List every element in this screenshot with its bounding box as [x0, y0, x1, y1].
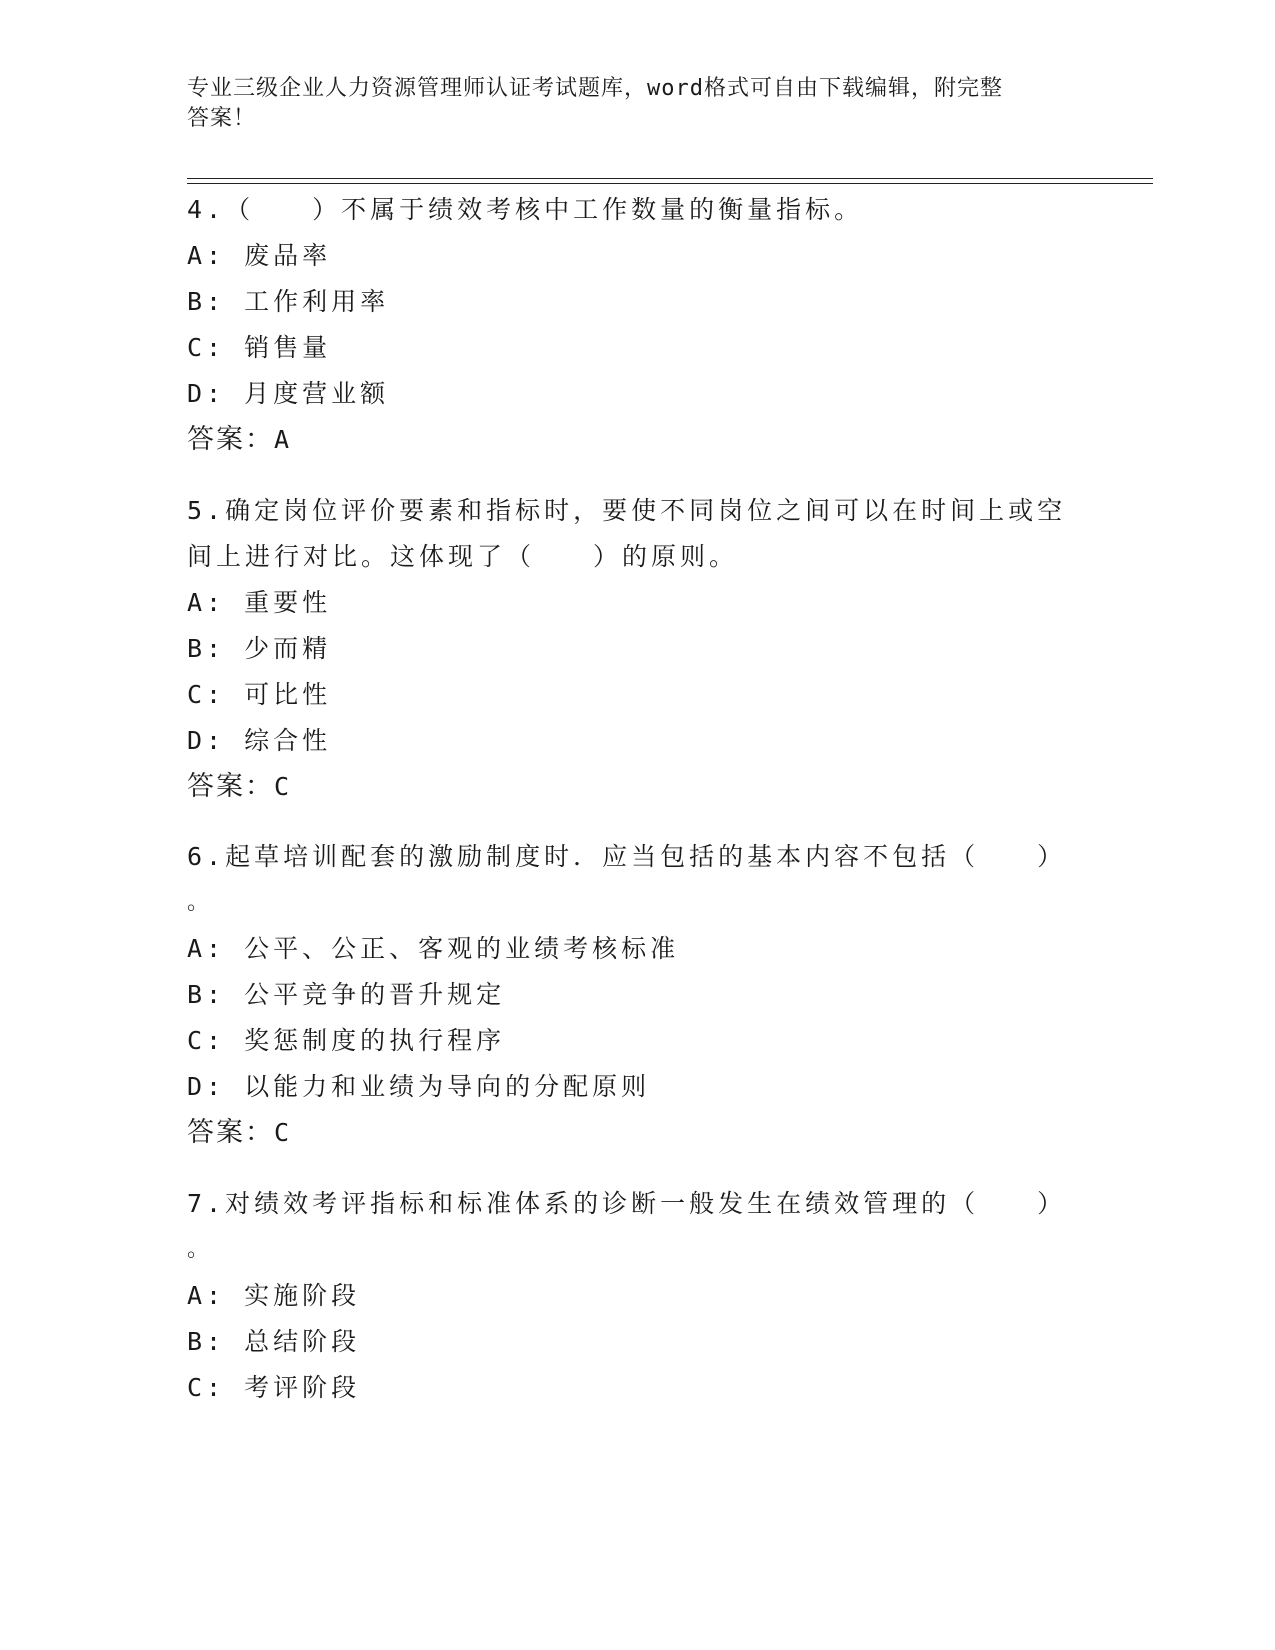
option-c: C: 奖惩制度的执行程序: [187, 1026, 506, 1055]
question-stem-line-2: 间上进行对比。这体现了（ ）的原则。: [187, 542, 739, 571]
answer-label: 答案：: [187, 1117, 274, 1148]
option-b: B: 总结阶段: [187, 1327, 361, 1356]
option-c: C: 销售量: [187, 333, 332, 362]
option-b: B: 公平竞争的晋升规定: [187, 980, 506, 1009]
option-a: A: 废品率: [187, 241, 332, 270]
question-6: [187, 834, 1067, 1156]
answer-value: C: [274, 1118, 292, 1147]
document-header: [187, 74, 1067, 134]
option-c: C: 可比性: [187, 680, 332, 709]
header-line-1: 专业三级企业人力资源管理师认证考试题库，word格式可自由下载编辑，附完整: [187, 76, 1003, 101]
question-stem-line-1: 7.对绩效考评指标和标准体系的诊断一般发生在绩效管理的（ ）: [187, 1189, 1067, 1218]
option-b: B: 少而精: [187, 634, 332, 663]
answer-label: 答案：: [187, 771, 274, 802]
header-divider-top: [187, 178, 1153, 179]
option-d: D: 以能力和业绩为导向的分配原则: [187, 1072, 651, 1101]
question-stem-line-2: 。: [187, 1237, 214, 1262]
option-a: A: 重要性: [187, 588, 332, 617]
answer-value: C: [274, 772, 292, 801]
question-7: [187, 1181, 1067, 1411]
question-stem: 4.（ ）不属于绩效考核中工作数量的衡量指标。: [187, 195, 864, 224]
option-a: A: 公平、公正、客观的业绩考核标准: [187, 934, 680, 963]
answer-value: A: [274, 425, 292, 454]
header-divider-bottom: [187, 183, 1153, 184]
answer-line: [187, 764, 1067, 810]
question-stem-line-2: 。: [187, 890, 214, 915]
question-4: [187, 187, 1067, 463]
option-c: C: 考评阶段: [187, 1373, 361, 1402]
answer-line: [187, 1110, 1067, 1156]
question-5: [187, 488, 1067, 810]
question-stem-line-1: 6.起草培训配套的激励制度时．应当包括的基本内容不包括（ ）: [187, 842, 1067, 871]
option-d: D: 综合性: [187, 726, 332, 755]
option-a: A: 实施阶段: [187, 1281, 361, 1310]
question-stem-line-1: 5.确定岗位评价要素和指标时，要使不同岗位之间可以在时间上或空: [187, 496, 1067, 525]
answer-line: [187, 417, 1067, 463]
option-b: B: 工作利用率: [187, 287, 390, 316]
header-line-2: 答案！: [187, 106, 257, 131]
answer-label: 答案：: [187, 424, 274, 455]
option-d: D: 月度营业额: [187, 379, 390, 408]
